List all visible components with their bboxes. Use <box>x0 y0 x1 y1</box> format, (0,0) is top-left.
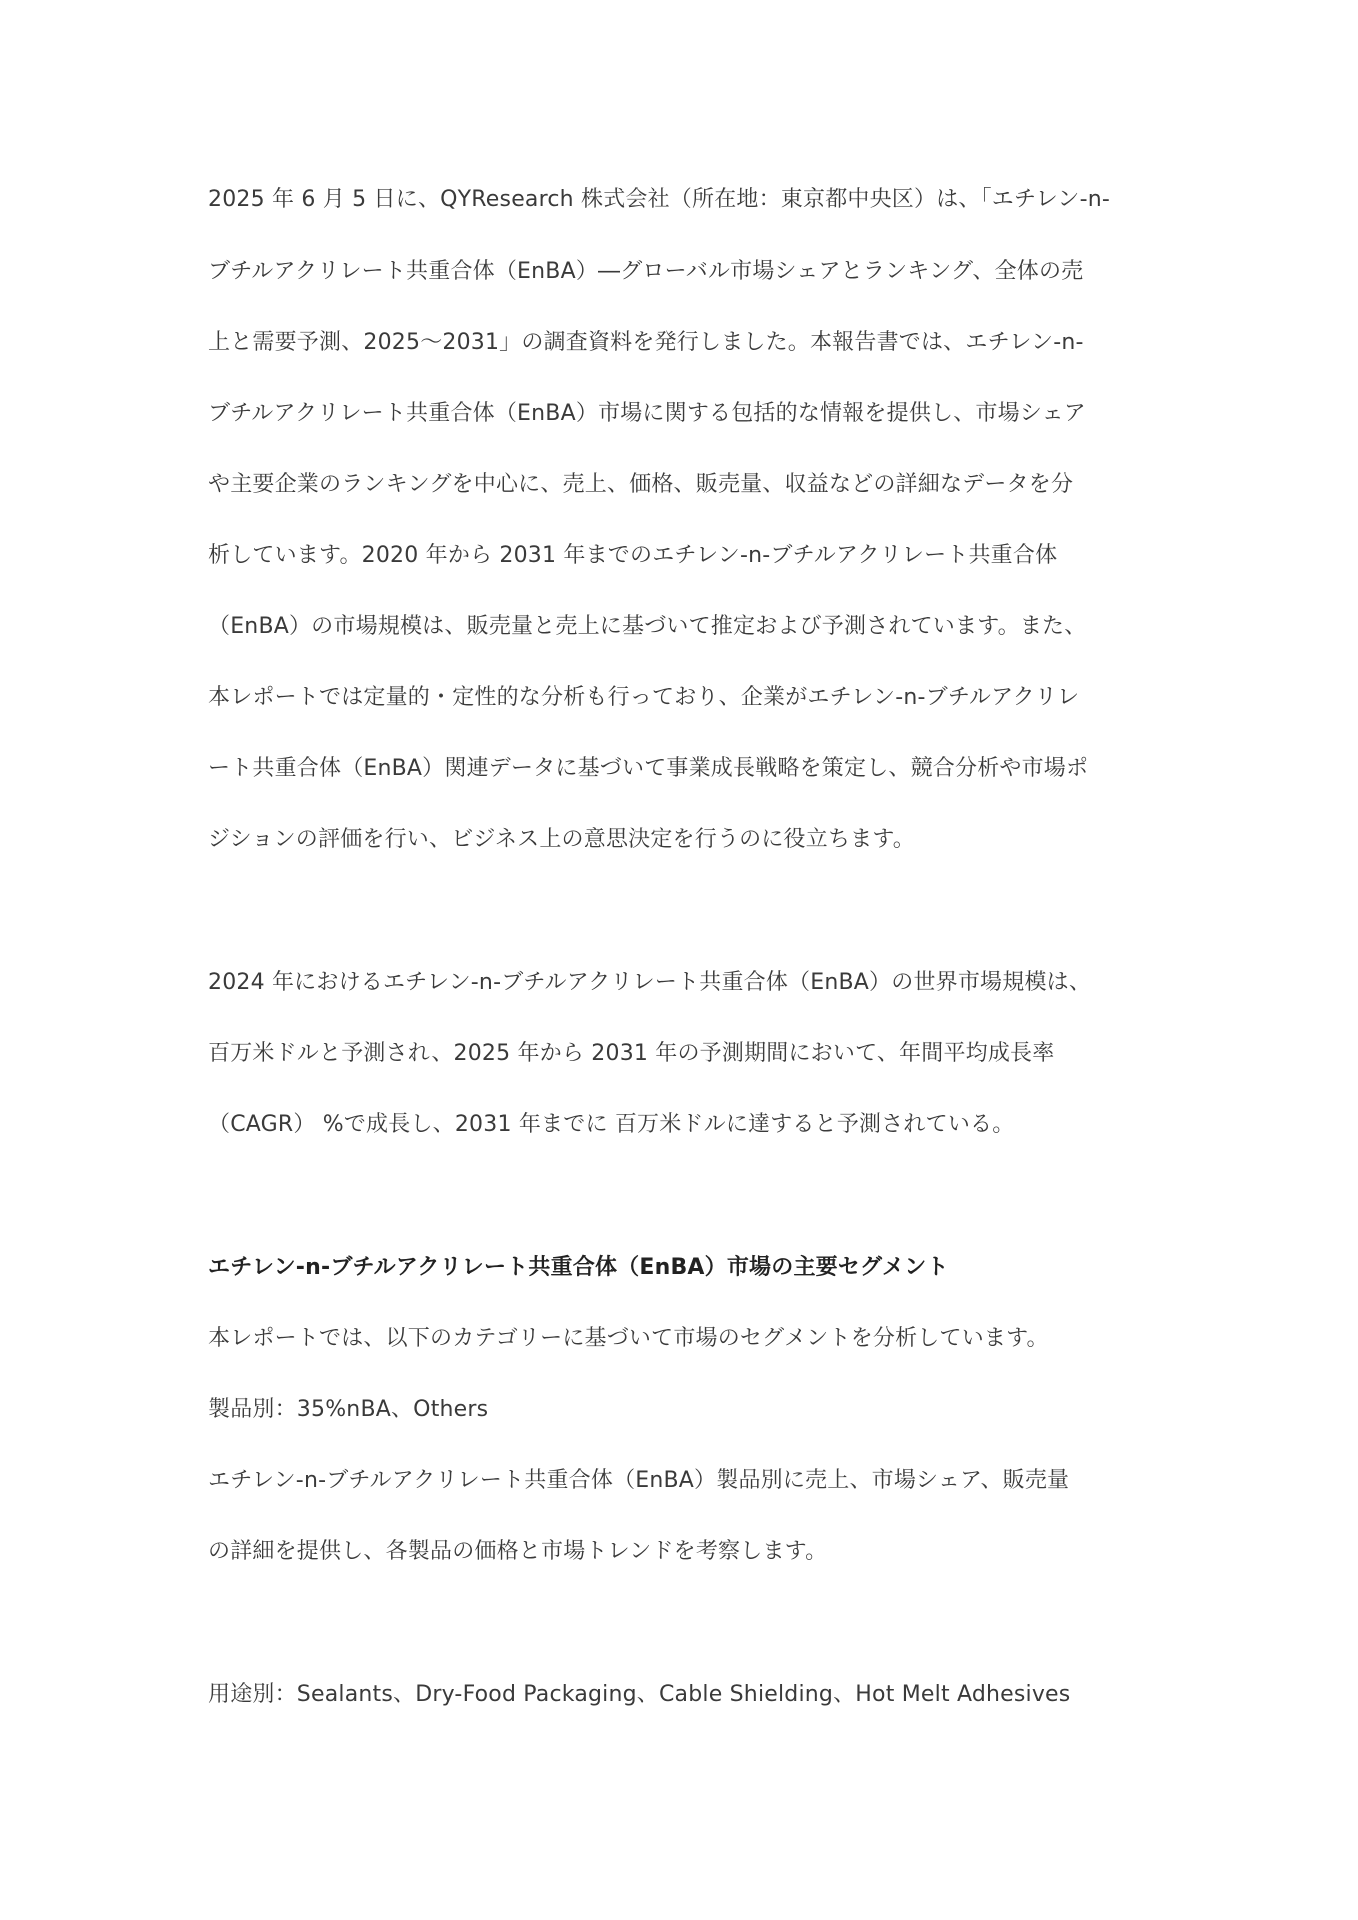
intro-line-1: 2025 年 6 月 5 日に、QYResearch 株式会社（所在地：東京都中央区）は、「エチレン-n- <box>208 187 1111 212</box>
intro-line-2: ブチルアクリレート共重合体（EnBA）―グローバル市場シェアとランキング、全体の売 <box>208 259 1084 284</box>
intro-line-6: 析しています。2020 年から 2031 年までのエチレン-n-ブチルアクリレート共重合体 <box>208 543 1058 568</box>
segments-by-application: 用途別：Sealants、Dry-Food Packaging、Cable Shielding、Hot Melt Adhesives <box>208 1682 1071 1707</box>
product-desc-line-1: エチレン-n-ブチルアクリレート共重合体（EnBA）製品別に売上、市場シェア、販売量 <box>208 1468 1070 1493</box>
intro-line-9: ート共重合体（EnBA）関連データに基づいて事業成長戦略を策定し、競合分析や市場ポ <box>208 756 1089 781</box>
intro-line-4: ブチルアクリレート共重合体（EnBA）市場に関する包括的な情報を提供し、市場シェア <box>208 401 1086 426</box>
market-size-line-3: （CAGR） %で成長し、2031 年までに 百万米ドルに達すると予測されている。 <box>208 1112 1015 1137</box>
product-desc-line-2: の詳細を提供し、各製品の価格と市場トレンドを考察します。 <box>208 1539 828 1564</box>
intro-line-10: ジションの評価を行い、ビジネス上の意思決定を行うのに役立ちます。 <box>208 827 915 852</box>
segments-by-product: 製品別：35%nBA、Others <box>208 1397 489 1422</box>
intro-line-5: や主要企業のランキングを中心に、売上、価格、販売量、収益などの詳細なデータを分 <box>208 472 1074 497</box>
intro-line-3: 上と需要予測、2025～2031」の調査資料を発行しました。本報告書では、エチレン-n- <box>208 330 1084 355</box>
market-size-line-2: 百万米ドルと予測され、2025 年から 2031 年の予測期間において、年間平均成長率 <box>208 1041 1055 1066</box>
intro-line-8: 本レポートでは定量的・定性的な分析も行っており、企業がエチレン-n-ブチルアクリレ <box>208 685 1080 710</box>
intro-line-7: （EnBA）の市場規模は、販売量と売上に基づいて推定および予測されています。また、 <box>208 614 1087 639</box>
segments-heading: エチレン-n-ブチルアクリレート共重合体（EnBA）市場の主要セグメント <box>208 1255 949 1280</box>
market-size-line-1: 2024 年におけるエチレン-n-ブチルアクリレート共重合体（EnBA）の世界市場規模は、 <box>208 970 1092 995</box>
segments-intro: 本レポートでは、以下のカテゴリーに基づいて市場のセグメントを分析しています。 <box>208 1326 1049 1351</box>
